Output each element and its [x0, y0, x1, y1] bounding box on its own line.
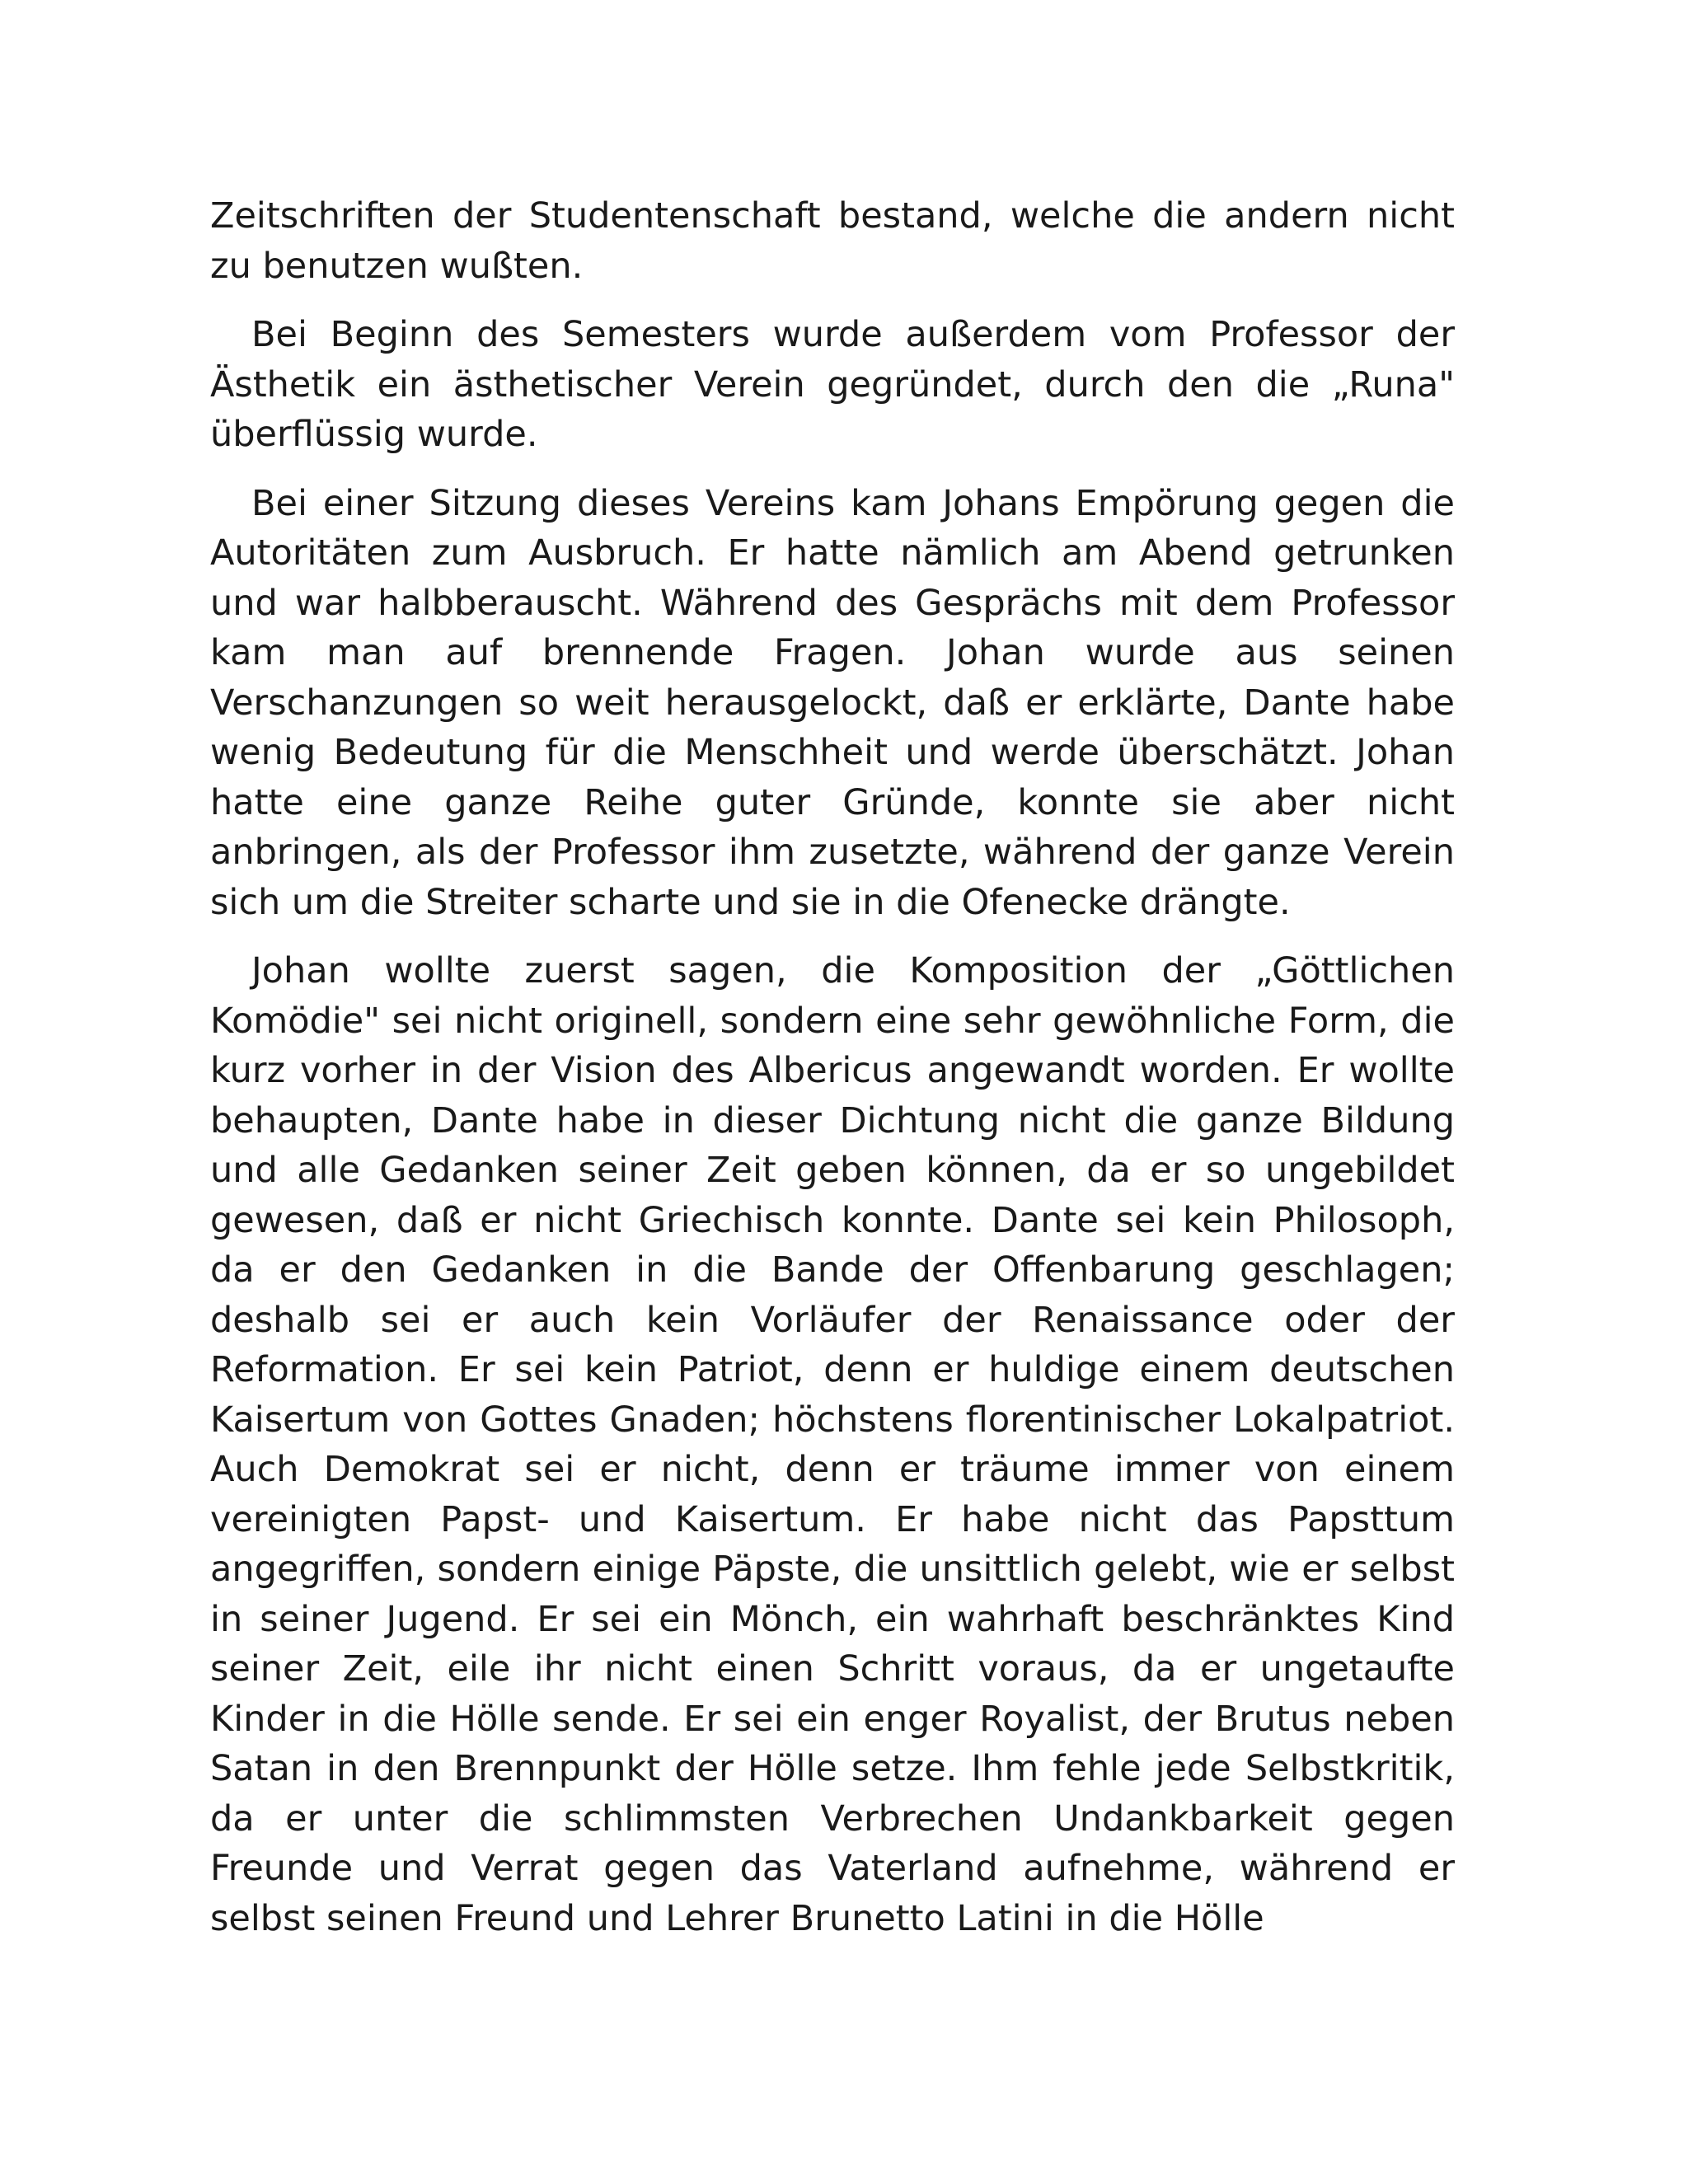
paragraph-2: Bei Beginn des Semesters wurde außerdem vom Professor der Ästhetik ein ästhetischer Verein gegründet, durch den die „Runa" überflüssig wurde. [210, 314, 1455, 455]
paragraph-4: Johan wollte zuerst sagen, die Komposition der „Göttlichen Komödie" sei nicht originell, sondern eine sehr gewöhnliche Form, die kurz vorher in der Vision des Albericus angewandt worden. Er wollte behaupten, Dante habe in dieser Dichtung nicht die ganze Bildung und alle Gedanken seiner Zeit geben können, da er so ungebildet gewesen, daß er nicht Griechisch konnte. Dante sei kein Philosoph, da er den Gedanken in die Bande der Offenbarung geschlagen; deshalb sei er auch kein Vorläufer der Renaissance oder der Reformation. Er sei kein Patriot, denn er huldige einem deutschen Kaisertum von Gottes Gnaden; höchstens florentinischer Lokalpatriot. Auch Demokrat sei er nicht, denn er träume immer von einem vereinigten Papst- und Kaisertum. Er habe nicht das Papsttum angegriffen, sondern einige Päpste, die unsittlich gelebt, wie er selbst in seiner Jugend. Er sei ein Mönch, ein wahrhaft beschränktes Kind seiner Zeit, eile ihr nicht einen Schritt voraus, da er ungetaufte Kinder in die Hölle sende. Er sei ein enger Royalist, der Brutus neben Satan in den Brennpunkt der Hölle setze. Ihm fehle jede Selbstkritik, da er unter die schlimmsten Verbrechen Undankbarkeit gegen Freunde und Verrat gegen das Vaterland aufnehme, während er selbst seinen Freund und Lehrer Brunetto Latini in die Hölle [210, 950, 1455, 1939]
paragraph-1: Zeitschriften der Studentenschaft bestand, welche die andern nicht zu benutzen wußten. [210, 195, 1455, 287]
paragraph-3: Bei einer Sitzung dieses Vereins kam Johans Empörung gegen die Autoritäten zum Ausbruch. Er hatte nämlich am Abend getrunken und war halbberauscht. Während des Gesprächs mit dem Professor kam man auf brennende Fragen. Johan wurde aus seinen Verschanzungen so weit herausgelockt, daß er erklärte, Dante habe wenig Bedeutung für die Menschheit und werde überschätzt. Johan hatte eine ganze Reihe guter Gründe, konnte sie aber nicht anbringen, als der Professor ihm zusetzte, während der ganze Verein sich um die Streiter scharte und sie in die Ofenecke drängte. [210, 482, 1455, 923]
page-body [210, 191, 1455, 1962]
